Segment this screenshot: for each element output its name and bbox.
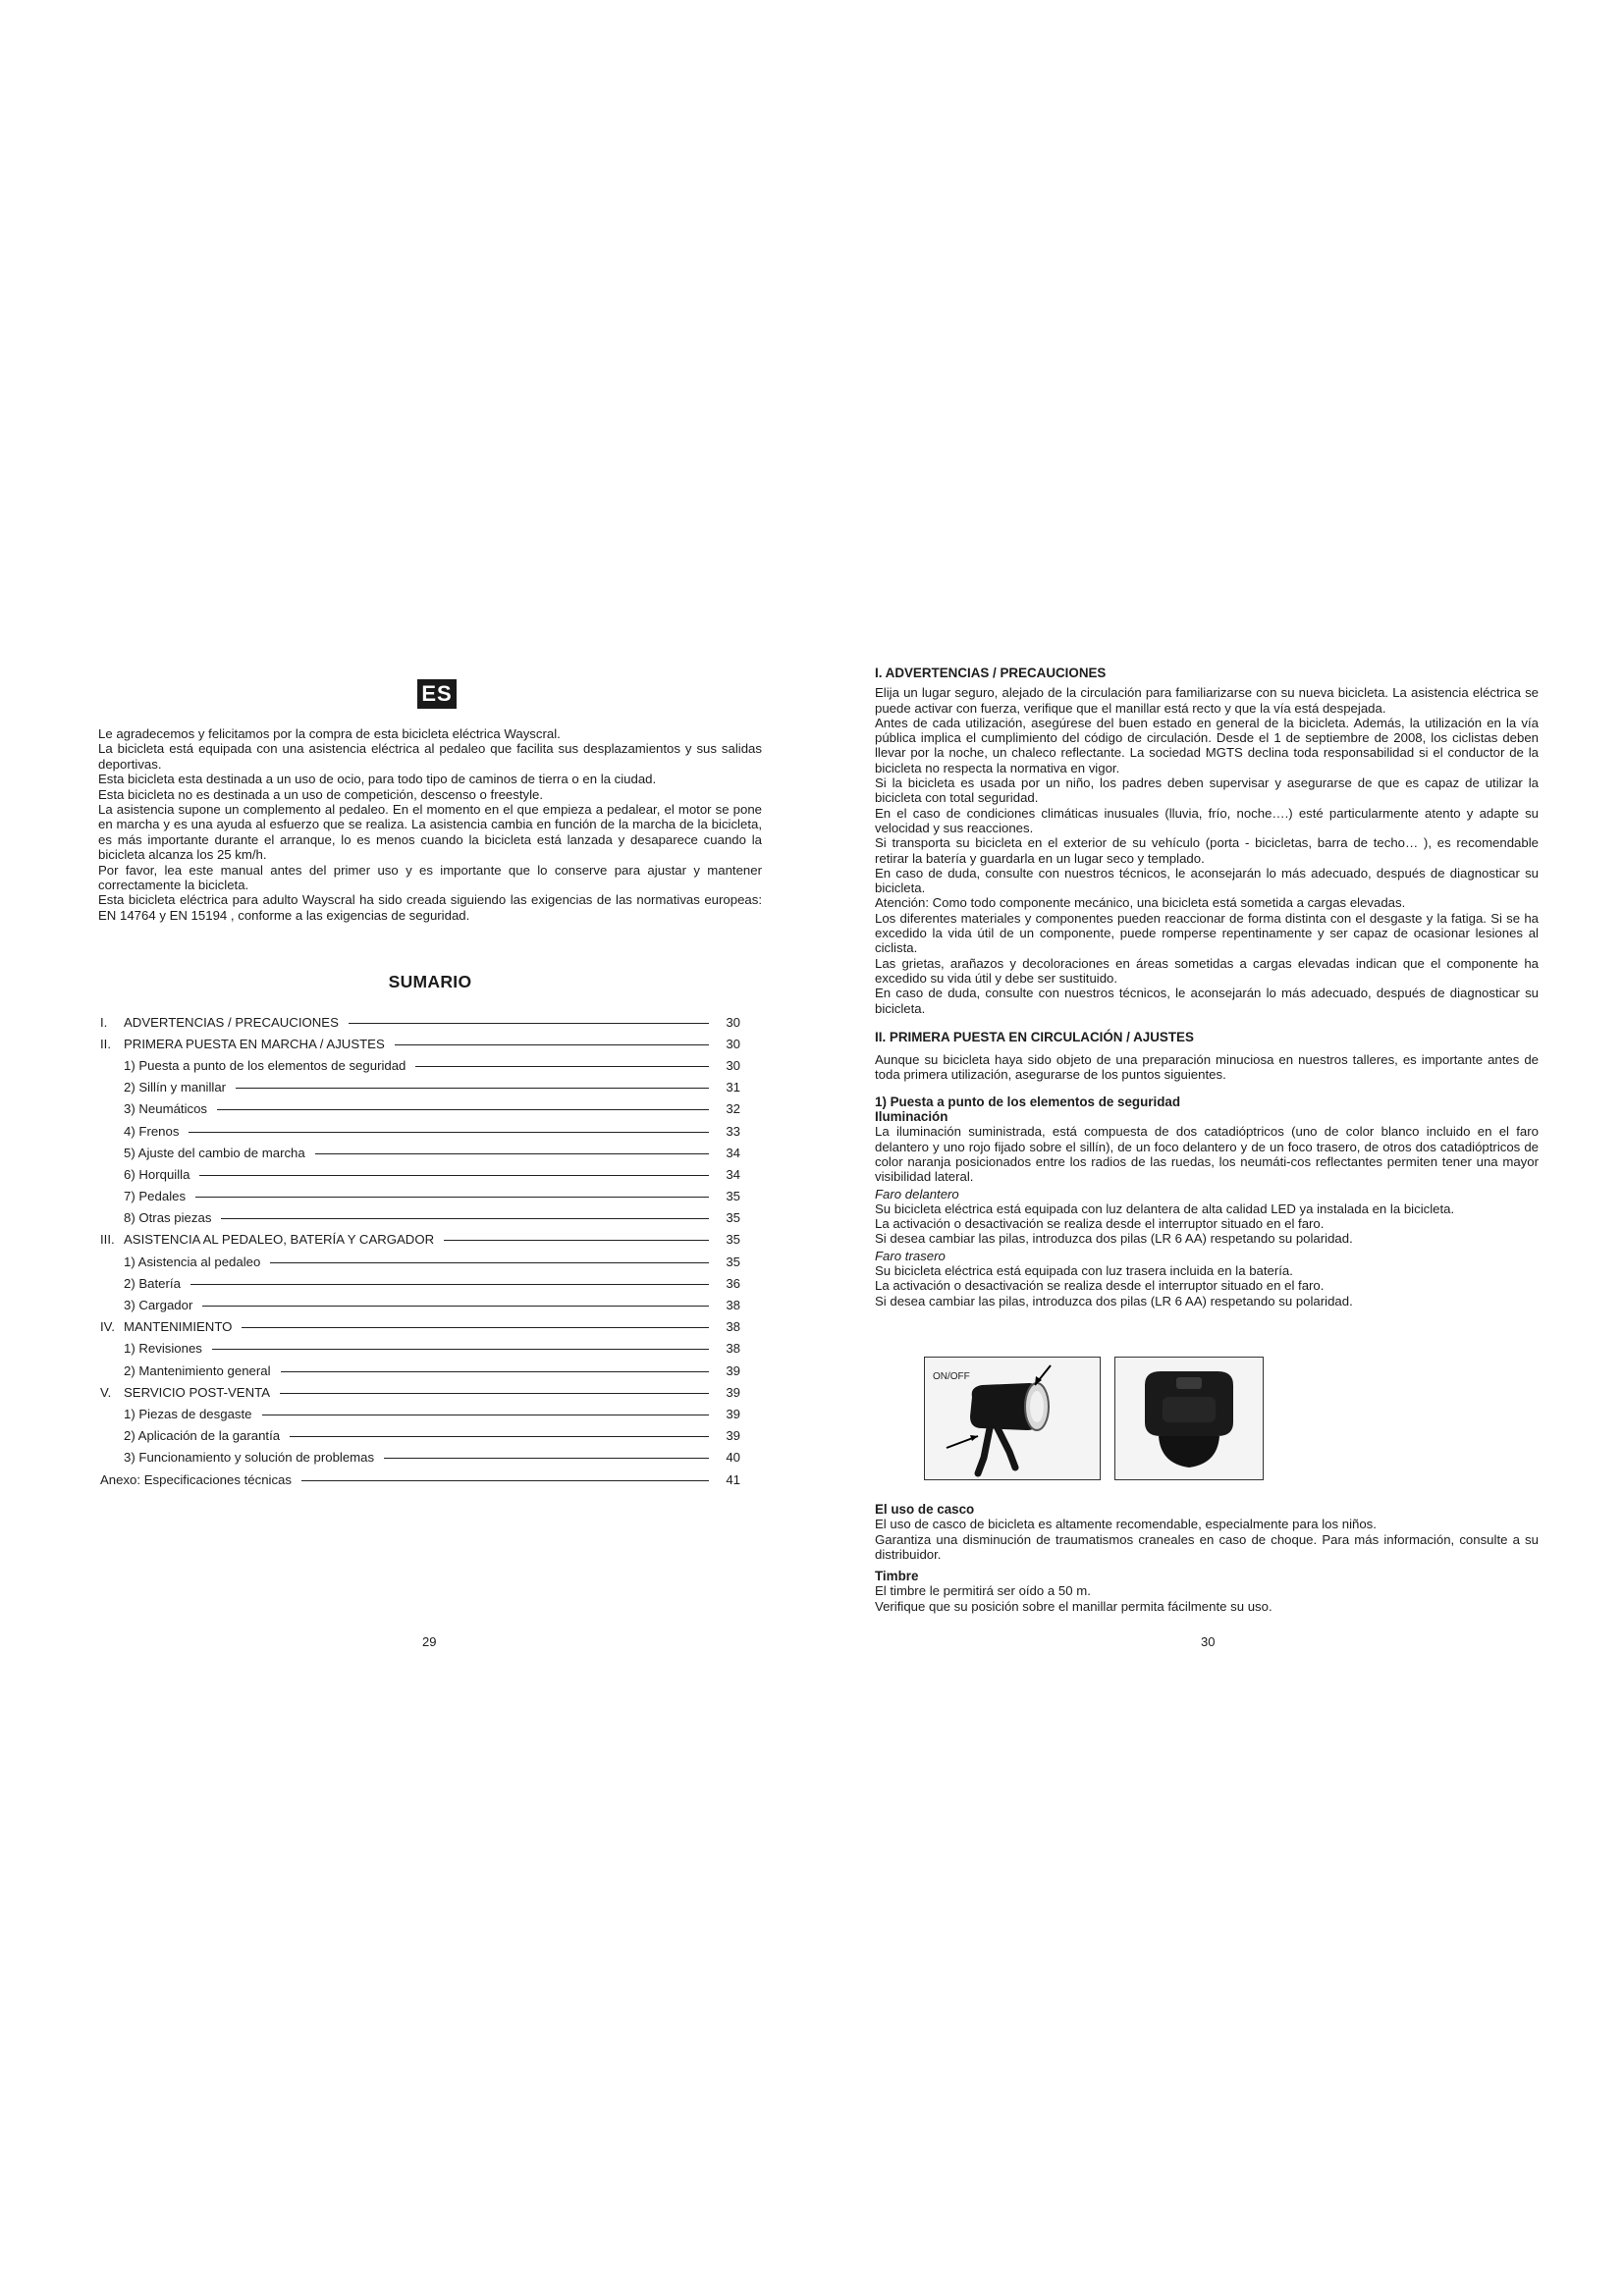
toc-entry-number: III. xyxy=(100,1232,115,1248)
table-of-contents xyxy=(100,1011,740,1490)
toc-leader-line xyxy=(189,1132,709,1133)
toc-entry-label: 2) Aplicación de la garantía xyxy=(124,1428,281,1444)
toc-entry-page: 39 xyxy=(726,1384,740,1400)
toc-entry-page: 39 xyxy=(726,1428,740,1444)
toc-entry xyxy=(100,1294,740,1315)
rear-light-image xyxy=(1115,1358,1263,1479)
faro-trasero-line: La activación o desactivación se realiza desde el interruptor situado en el faro. xyxy=(875,1278,1325,1294)
toc-entry-label: 8) Otras piezas xyxy=(124,1210,212,1226)
toc-entry-label: 3) Neumáticos xyxy=(124,1101,208,1117)
toc-entry xyxy=(100,1403,740,1424)
toc-entry xyxy=(100,1316,740,1338)
toc-entry xyxy=(100,1381,740,1403)
toc-entry-label: 3) Cargador xyxy=(124,1298,193,1313)
toc-entry-page: 38 xyxy=(726,1341,740,1357)
toc-entry xyxy=(100,1033,740,1054)
intro-paragraph: Esta bicicleta eléctrica para adulto Wayscral ha sido creada siguiendo las exigencias de las normativas europeas: EN 14764 y EN 15194 , conforme a las exigencias de seguridad. xyxy=(98,892,762,923)
toc-entry xyxy=(100,1207,740,1229)
toc-entry-page: 35 xyxy=(726,1254,740,1269)
section-casco-timbre xyxy=(875,1502,1539,1614)
intro-paragraph: Esta bicicleta no es destinada a un uso de competición, descenso o freestyle. xyxy=(98,786,544,802)
toc-leader-line xyxy=(444,1240,709,1241)
toc-entry xyxy=(100,1425,740,1447)
subsection-1-heading: 1) Puesta a punto de los elementos de seguridad xyxy=(875,1094,1181,1109)
toc-entry-number: II. xyxy=(100,1036,111,1051)
section-1 xyxy=(875,666,1539,1308)
language-badge: ES xyxy=(417,679,457,709)
toc-leader-line xyxy=(270,1262,709,1263)
section-1-paragraph: Antes de cada utilización, asegúrese del buen estado en general de la bicicleta. Además, la utilización en la vía pública implica el cumplimiento del código de circulación. Desde el 1 de septiembre de 2008, los ciclistas deben llevar por la noche, un chaleco reflectante. La sociedad MGTS declina toda responsabilidad si el conductor de la bicicleta no respecta la normativa en vigor. xyxy=(875,715,1539,775)
toc-entry-page: 30 xyxy=(726,1036,740,1051)
toc-entry-label: 2) Mantenimiento general xyxy=(124,1362,271,1378)
toc-entry xyxy=(100,1272,740,1294)
timbre-heading: Timbre xyxy=(875,1569,919,1584)
faro-delantero-line: Si desea cambiar las pilas, introduzca dos pilas (LR 6 AA) respetando su polaridad. xyxy=(875,1231,1353,1247)
casco-line: El uso de casco de bicicleta es altamente recomendable, especialmente para los niños. xyxy=(875,1517,1377,1532)
toc-leader-line xyxy=(195,1197,709,1198)
toc-entry-label: ASISTENCIA AL PEDALEO, BATERÍA Y CARGADOR xyxy=(124,1232,435,1248)
toc-entry-label: 5) Ajuste del cambio de marcha xyxy=(124,1145,305,1160)
toc-leader-line xyxy=(281,1371,709,1372)
toc-entry-number: I. xyxy=(100,1014,108,1030)
faro-trasero-label: Faro trasero xyxy=(875,1248,946,1263)
toc-entry-label: 6) Horquilla xyxy=(124,1166,190,1182)
toc-entry-page: 32 xyxy=(726,1101,740,1117)
toc-leader-line xyxy=(212,1349,709,1350)
toc-leader-line xyxy=(315,1153,709,1154)
sumario-title: SUMARIO xyxy=(388,972,472,991)
intro-paragraph: Le agradecemos y felicitamos por la compra de esta bicicleta eléctrica Wayscral. xyxy=(98,726,561,741)
section-1-paragraph: En el caso de condiciones climáticas inusuales (lluvia, frío, noche….) esté particularmente atento y adapte su velocidad y sus reacciones. xyxy=(875,805,1539,835)
toc-leader-line xyxy=(290,1436,709,1437)
toc-entry xyxy=(100,1468,740,1490)
faro-delantero-label: Faro delantero xyxy=(875,1186,959,1201)
toc-entry xyxy=(100,1338,740,1360)
faro-trasero-line: Si desea cambiar las pilas, introduzca dos pilas (LR 6 AA) respetando su polaridad. xyxy=(875,1293,1353,1308)
toc-entry-page: 38 xyxy=(726,1298,740,1313)
toc-entry-page: 30 xyxy=(726,1057,740,1073)
toc-entry-page: 34 xyxy=(726,1166,740,1182)
section-1-paragraph: Atención: Como todo componente mecánico, una bicicleta está sometida a cargas elevadas. xyxy=(875,895,1406,911)
toc-leader-line xyxy=(395,1044,709,1045)
toc-entry-label: 2) Sillín y manillar xyxy=(124,1080,227,1095)
toc-entry xyxy=(100,1360,740,1381)
toc-entry-label: MANTENIMIENTO xyxy=(124,1319,233,1335)
section-1-heading: I. ADVERTENCIAS / PRECAUCIONES xyxy=(875,666,1107,680)
section-1-paragraph: Si la bicicleta es usada por un niño, los padres deben supervisar y asegurarse de que es capaz de utilizar la bicicleta con total seguridad. xyxy=(875,775,1539,806)
section-2-paragraph: Aunque su bicicleta haya sido objeto de una preparación minuciosa en nuestros talleres, es importante antes de toda primera utilización, asegurarse de los puntos siguientes. xyxy=(875,1052,1539,1083)
toc-entry xyxy=(100,1447,740,1468)
toc-leader-line xyxy=(384,1458,709,1459)
intro-paragraph: La bicicleta está equipada con una asistencia eléctrica al pedaleo que facilita sus desplazamientos y sus salidas deportivas. xyxy=(98,741,762,772)
toc-entry-page: 33 xyxy=(726,1123,740,1139)
toc-entry-number: V. xyxy=(100,1384,112,1400)
faro-delantero-line: Su bicicleta eléctrica está equipada con luz delantera de alta calidad LED ya instalada en la bicicleta. xyxy=(875,1201,1455,1216)
timbre-line: El timbre le permitirá ser oído a 50 m. xyxy=(875,1583,1091,1599)
toc-entry-page: 40 xyxy=(726,1450,740,1466)
toc-entry xyxy=(100,1120,740,1142)
section-1-paragraph: En caso de duda, consulte con nuestros técnicos, le aconsejarán lo más adecuado, después de diagnosticar su bicicleta. xyxy=(875,986,1539,1016)
casco-heading: El uso de casco xyxy=(875,1502,975,1517)
front-light-image xyxy=(925,1358,1100,1479)
page-number-right: 30 xyxy=(1201,1634,1216,1649)
toc-entry xyxy=(100,1163,740,1185)
casco-line: Garantiza una disminución de traumatismos craneales en caso de choque. Para más información, consulte a su distribuidor. xyxy=(875,1531,1539,1562)
toc-leader-line xyxy=(349,1023,709,1024)
toc-entry-page: 35 xyxy=(726,1210,740,1226)
iluminacion-text: La iluminación suministrada, está compuesta de dos catadióptricos (uno de color blanco incluido en el faro delantero y uno rojo fijado sobre el sillín), de un foco delantero y de un foco trasero, de otros dos catadióptricos de color naranja posicionados entre los radios de las ruedas, los neumáti-cos reflectantes permiten tener una mayor visibilidad lateral. xyxy=(875,1124,1539,1185)
toc-entry xyxy=(100,1186,740,1207)
toc-entry-page: 31 xyxy=(726,1080,740,1095)
rear-light-photo xyxy=(1114,1357,1264,1480)
toc-entry xyxy=(100,1077,740,1098)
toc-entry-label: 3) Funcionamiento y solución de problemas xyxy=(124,1450,375,1466)
front-light-photo xyxy=(924,1357,1101,1480)
toc-entry-label: Anexo: Especificaciones técnicas xyxy=(100,1471,292,1487)
toc-leader-line xyxy=(221,1218,709,1219)
toc-leader-line xyxy=(217,1109,709,1110)
toc-entry-page: 35 xyxy=(726,1189,740,1204)
timbre-line: Verifique que su posición sobre el manillar permita fácilmente su uso. xyxy=(875,1598,1272,1614)
toc-entry-label: 1) Asistencia al pedaleo xyxy=(124,1254,261,1269)
toc-leader-line xyxy=(415,1066,709,1067)
section-1-paragraph: Los diferentes materiales y componentes pueden reaccionar de forma distinta con el desgaste y la fatiga. Si se ha excedido la vida útil de un componente, puede romperse repentinamente y ser capaz de ocasionar lesiones al ciclista. xyxy=(875,910,1539,956)
toc-entry-page: 30 xyxy=(726,1014,740,1030)
toc-entry-label: 1) Piezas de desgaste xyxy=(124,1406,252,1421)
toc-entry xyxy=(100,1229,740,1251)
faro-delantero-line: La activación o desactivación se realiza desde el interruptor situado en el faro. xyxy=(875,1216,1325,1232)
intro-paragraph: La asistencia supone un complemento al pedaleo. En el momento en el que empieza a pedalear, el motor se pone en marcha y es una ayuda al esfuerzo que se realiza. La asistencia cambia en función de la marcha de la bicicleta, es más importante durante el arranque, lo es menos cuando la bicicleta está lanzada y desaparece cuando la bicicleta alcanza los 25 km/h. xyxy=(98,802,762,863)
toc-entry xyxy=(100,1054,740,1076)
section-1-paragraph: Elija un lugar seguro, alejado de la circulación para familiarizarse con su nueva bicicleta. La asistencia eléctrica se puede activar con fuerza, verifique que el manillar está recto y que la vía está despejada. xyxy=(875,685,1539,716)
toc-entry-label: 2) Batería xyxy=(124,1275,181,1291)
toc-entry-label: ADVERTENCIAS / PRECAUCIONES xyxy=(124,1014,339,1030)
toc-entry-label: 1) Puesta a punto de los elementos de seguridad xyxy=(124,1057,406,1073)
toc-entry-label: PRIMERA PUESTA EN MARCHA / AJUSTES xyxy=(124,1036,385,1051)
on-off-label: ON/OFF xyxy=(933,1371,970,1382)
toc-entry-label: 4) Frenos xyxy=(124,1123,180,1139)
intro-paragraph: Por favor, lea este manual antes del primer uso y es importante que lo conserve para ajustar y mantener correctamente la bicicleta. xyxy=(98,862,762,893)
toc-entry xyxy=(100,1098,740,1120)
intro-paragraph: Esta bicicleta esta destinada a un uso de ocio, para todo tipo de caminos de tierra o en la ciudad. xyxy=(98,772,657,787)
toc-leader-line xyxy=(202,1306,709,1307)
section-1-paragraph: En caso de duda, consulte con nuestros técnicos, le aconsejarán lo más adecuado, después de diagnosticar su bicicleta. xyxy=(875,865,1539,896)
faro-trasero-line: Su bicicleta eléctrica está equipada con luz trasera incluida en la batería. xyxy=(875,1262,1293,1278)
toc-entry-page: 35 xyxy=(726,1232,740,1248)
page-number-left: 29 xyxy=(422,1634,437,1649)
toc-leader-line xyxy=(190,1284,709,1285)
intro-text xyxy=(98,726,762,923)
right-page xyxy=(812,0,1624,2296)
toc-entry xyxy=(100,1142,740,1163)
section-1-paragraph: Las grietas, arañazos y decoloraciones en áreas sometidas a cargas elevadas indican que el componente ha excedido su vida útil y debe ser sustituido. xyxy=(875,955,1539,986)
section-2-heading: II. PRIMERA PUESTA EN CIRCULACIÓN / AJUSTES xyxy=(875,1029,1194,1044)
toc-leader-line xyxy=(199,1175,709,1176)
toc-entry-page: 38 xyxy=(726,1319,740,1335)
iluminacion-heading: Iluminación xyxy=(875,1109,948,1125)
toc-leader-line xyxy=(236,1088,709,1089)
toc-entry xyxy=(100,1251,740,1272)
toc-entry-label: 1) Revisiones xyxy=(124,1341,202,1357)
toc-entry-label: 7) Pedales xyxy=(124,1189,187,1204)
toc-leader-line xyxy=(242,1327,709,1328)
toc-leader-line xyxy=(280,1393,709,1394)
toc-leader-line xyxy=(301,1480,709,1481)
toc-entry xyxy=(100,1011,740,1033)
toc-entry-page: 34 xyxy=(726,1145,740,1160)
section-1-paragraph: Si transporta su bicicleta en el exterior de su vehículo (porta - bicicletas, barra de techo… ), es recomendable retirar la batería y guardarla en un lugar seco y templado. xyxy=(875,835,1539,866)
toc-entry-page: 39 xyxy=(726,1406,740,1421)
toc-entry-number: IV. xyxy=(100,1319,115,1335)
toc-entry-page: 39 xyxy=(726,1362,740,1378)
toc-entry-page: 41 xyxy=(726,1471,740,1487)
toc-entry-page: 36 xyxy=(726,1275,740,1291)
toc-entry-label: SERVICIO POST-VENTA xyxy=(124,1384,271,1400)
